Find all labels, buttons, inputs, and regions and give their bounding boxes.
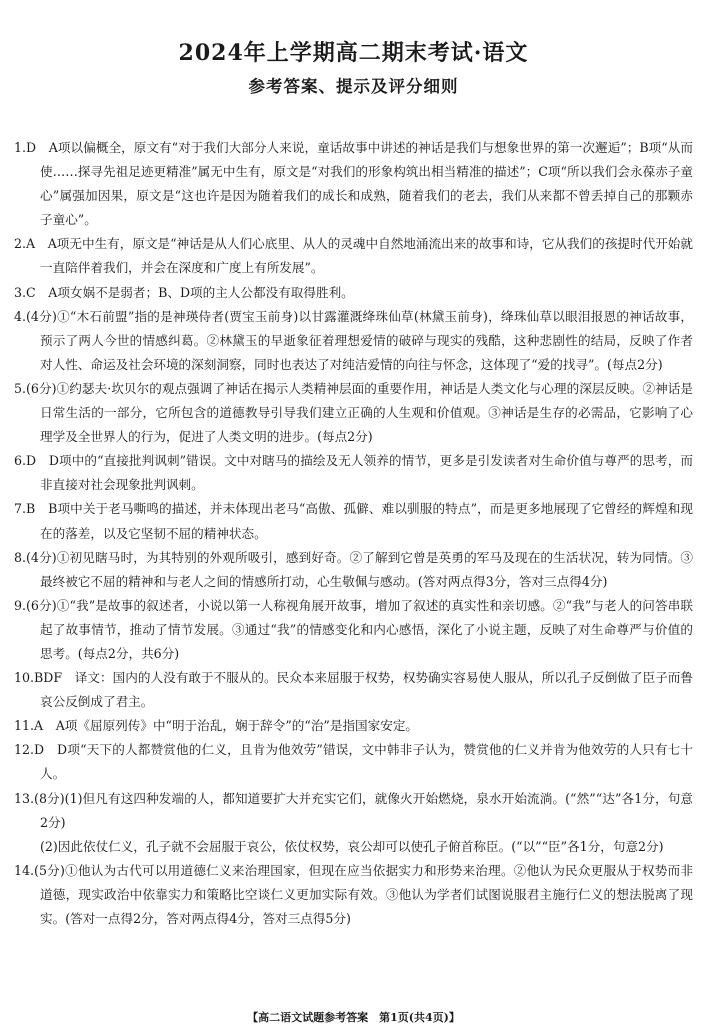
answer-item-2: 2.A A项无中生有，原文是“神话是从人们心底里、从人的灵魂中自然地涌流出来的故事和诗，它从我们的孩提时代开始就一直陪伴着我们，并会在深度和广度上有所发展”。	[14, 236, 693, 276]
answer-item-9: 9.(6分)①“我”是故事的叙述者，小说以第一人称视角展开故事，增加了叙述的真实性和亲切感。②“我”与老人的问答串联起了故事情节，推动了情节发展。③通过“我”的情感变化和内心感悟，深化了小说主题，反映了对生命尊严与价值的思考。(每点2分，共6分)	[14, 597, 693, 661]
answer-item-4: 4.(4分)①“木石前盟”指的是神瑛侍者(贾宝玉前身)以甘露灌溉绛珠仙草(林黛玉前身)，绛珠仙草以眼泪报恩的神话故事，预示了两人今世的情感纠葛。②林黛玉的早逝象征着理想爱情的破碎与现实的残酷，这种悲剧性的结局，反映了作者对人性、命运及社会环境的深刻洞察，同时也表达了对纯洁爱情的向往与怀念，这体现了“爱的找寻”。(每点2分)	[14, 308, 693, 372]
answer-list	[14, 136, 693, 931]
answer-item-3: 3.C A项女娲不是弱者；B、D项的主人公都没有取得胜利。	[14, 284, 354, 300]
answer-item-7: 7.B B项中关于老马嘶鸣的描述，并未体现出老马“高傲、孤僻、难以驯服的特点”，而是更多地展现了它曾经的辉煌和现在的落差，以及它坚韧不屈的精神状态。	[14, 501, 693, 541]
answer-item-14: 14.(5分)①他认为古代可以用道德仁义来治理国家，但现在应当依据实力和形势来治理。②他认为民众更服从于权势而非道德，现实政治中依靠实力和策略比空谈仁义更加实际有效。③他认为学者们试图说服君主施行仁义的想法脱离了现实。(答对一点得2分，答对两点得4分，答对三点得5分)	[14, 862, 693, 926]
answer-item-1: 1.D A项以偏概全，原文有“对于我们大部分人来说，童话故事中讲述的神话是我们与想象世界的第一次邂逅”；B项“从而使……探寻先祖足迹更精准”属无中生有，原文是“对我们的形象构筑出相当精准的描述”；C项“所以我们会永葆赤子童心”属强加因果，原文是“这也许是因为随着我们的成长和成熟，随着我们的老去，我们从来都不曾丢掉自己的那颗赤子童心”。	[14, 140, 693, 228]
answer-item-13-part-1: 13.(8分)(1)但凡有这四种发端的人，都知道要扩大并充实它们，就像火开始燃烧，泉水开始流淌。(“然”“达”各1分，句意2分)	[14, 790, 693, 830]
answer-item-10: 10.BDF 译文：国内的人没有敢于不服从的。民众本来屈服于权势，权势确实容易使人服从，所以孔子反倒做了臣子而鲁哀公反倒成了君主。	[14, 670, 693, 710]
answer-item-13-part-2: (2)因此依仗仁义，孔子就不会屈服于哀公，依仗权势，哀公却可以使孔子俯首称臣。(“以”“臣”各1分，句意2分)	[40, 838, 664, 854]
answer-item-12: 12.D D项“天下的人都赞赏他的仁义，且肯为他效劳”错误，文中韩非子认为，赞赏他的仁义并肯为他效劳的人只有七十人。	[14, 742, 693, 782]
answer-item-6: 6.D D项中的“直接批判讽刺”错误。文中对瞎马的描绘及无人领养的情节，更多是引发读者对生命价值与尊严的思考，而非直接对社会现象批判讽刺。	[14, 453, 693, 493]
answer-item-11: 11.A A项《屈原列传》中“明于治乱，娴于辞令”的“治”是指国家安定。	[14, 718, 419, 734]
answer-item-5: 5.(6分)①约瑟夫·坎贝尔的观点强调了神话在揭示人类精神层面的重要作用，神话是人类文化与心理的深层反映。②神话是日常生活的一部分，它所包含的道德教导引导我们建立正确的人生观和价值观。③神话是生存的必需品，它影响了心理学及全世界人的行为，促进了人类文明的进步。(每点2分)	[14, 380, 693, 445]
page-subtitle: 参考答案、提示及评分细则	[248, 77, 459, 96]
answer-item-8: 8.(4分)①初见瞎马时，为其特别的外观所吸引，感到好奇。②了解到它曾是英勇的军马及现在的生活状况，转为同情。③最终被它不屈的精神和与老人之间的情感所打动，心生敬佩与感动。(答对两点得3分，答对三点得4分)	[14, 549, 693, 589]
page-footer: 【高二语文试题参考答案 第1页(共4页)】	[247, 1011, 460, 1024]
page-title: 2024年上学期高二期末考试·语文	[178, 40, 529, 66]
